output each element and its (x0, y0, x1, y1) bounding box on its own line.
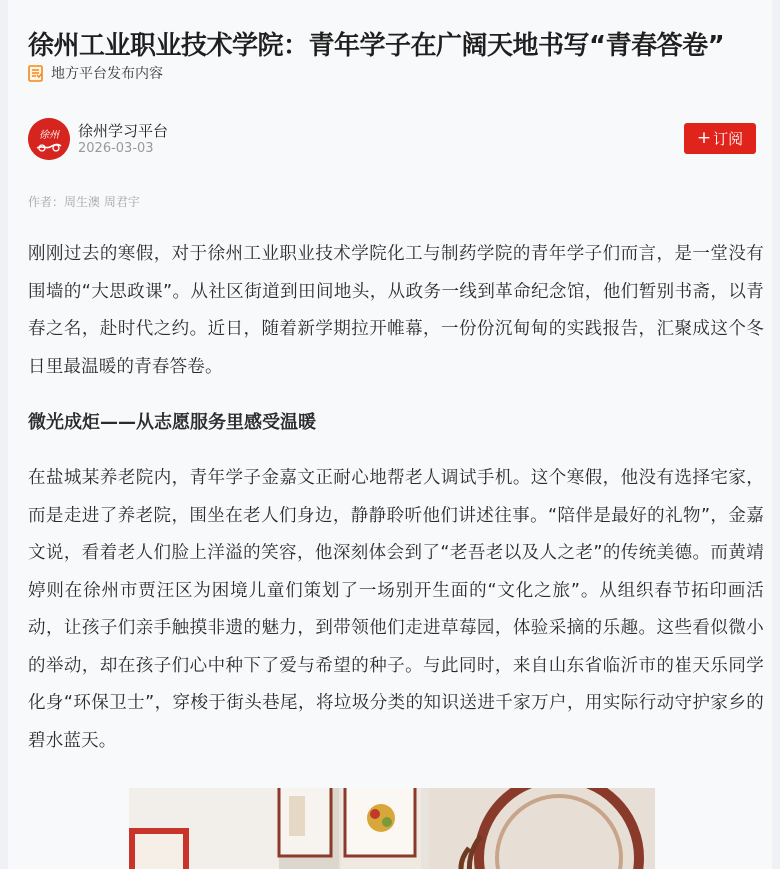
subscribe-button[interactable] (684, 123, 756, 154)
paragraph-volunteer: 在盐城某养老院内，青年学子金嘉文正耐心地帮老人调试手机。这个寒假，他没有选择宅家，而是走进了养老院，围坐在老人们身边，静静聆听他们讲述往事。“陪伴是最好的礼物”，金嘉文说，看着老人们脸上洋溢的笑容，他深刻体会到了“老吾老以及人之老”的传统美德。而黄靖婷则在徐州市贾汪区为困境儿童们策划了一场别开生面的“文化之旅”。从组织春节拓印画活动，让孩子们亲手触摸非遗的魅力，到带领他们走进草莓园，体验采摘的乐趣。这些看似微小的举动，却在孩子们心中种下了爱与希望的种子。与此同时，来自山东省临沂市的崔天乐同学化身“环保卫士”，穿梭于街头巷尾，将垃圾分类的知识送进千家万户，用实际行动守护家乡的碧水蓝天。 (28, 468, 764, 751)
article-body (28, 236, 764, 760)
article-page (8, 0, 772, 869)
author-bar (28, 118, 756, 162)
avatar[interactable] (28, 118, 70, 160)
publish-date: 2026-03-03 (78, 141, 154, 156)
subscribe-label: 订阅 (713, 130, 744, 148)
source-tag (28, 62, 163, 84)
byline: 作者：周生澳 周君宇 (28, 195, 140, 209)
avatar-text: 徐州 (39, 130, 59, 141)
paragraph-intro: 刚刚过去的寒假，对于徐州工业职业技术学院化工与制药学院的青年学子们而言，是一堂没有围墙的“大思政课”。从社区街道到田间地头，从政务一线到革命纪念馆，他们暂别书斋，以青春之名，赴时代之约。近日，随着新学期拉开帷幕，一份份沉甸甸的实践报告，汇聚成这个冬日里最温暖的青春答卷。 (28, 244, 764, 377)
document-icon (28, 65, 43, 82)
author-name[interactable]: 徐州学习平台 (78, 122, 169, 140)
article-title: 徐州工业职业技术学院：青年学子在广阔天地书写“青春答卷” (28, 31, 725, 62)
section-heading: 微光成炬——从志愿服务里感受温暖 (28, 412, 316, 433)
source-label: 地方平台发布内容 (51, 66, 163, 82)
plus-icon: + (696, 128, 712, 148)
article-photo (129, 788, 655, 869)
